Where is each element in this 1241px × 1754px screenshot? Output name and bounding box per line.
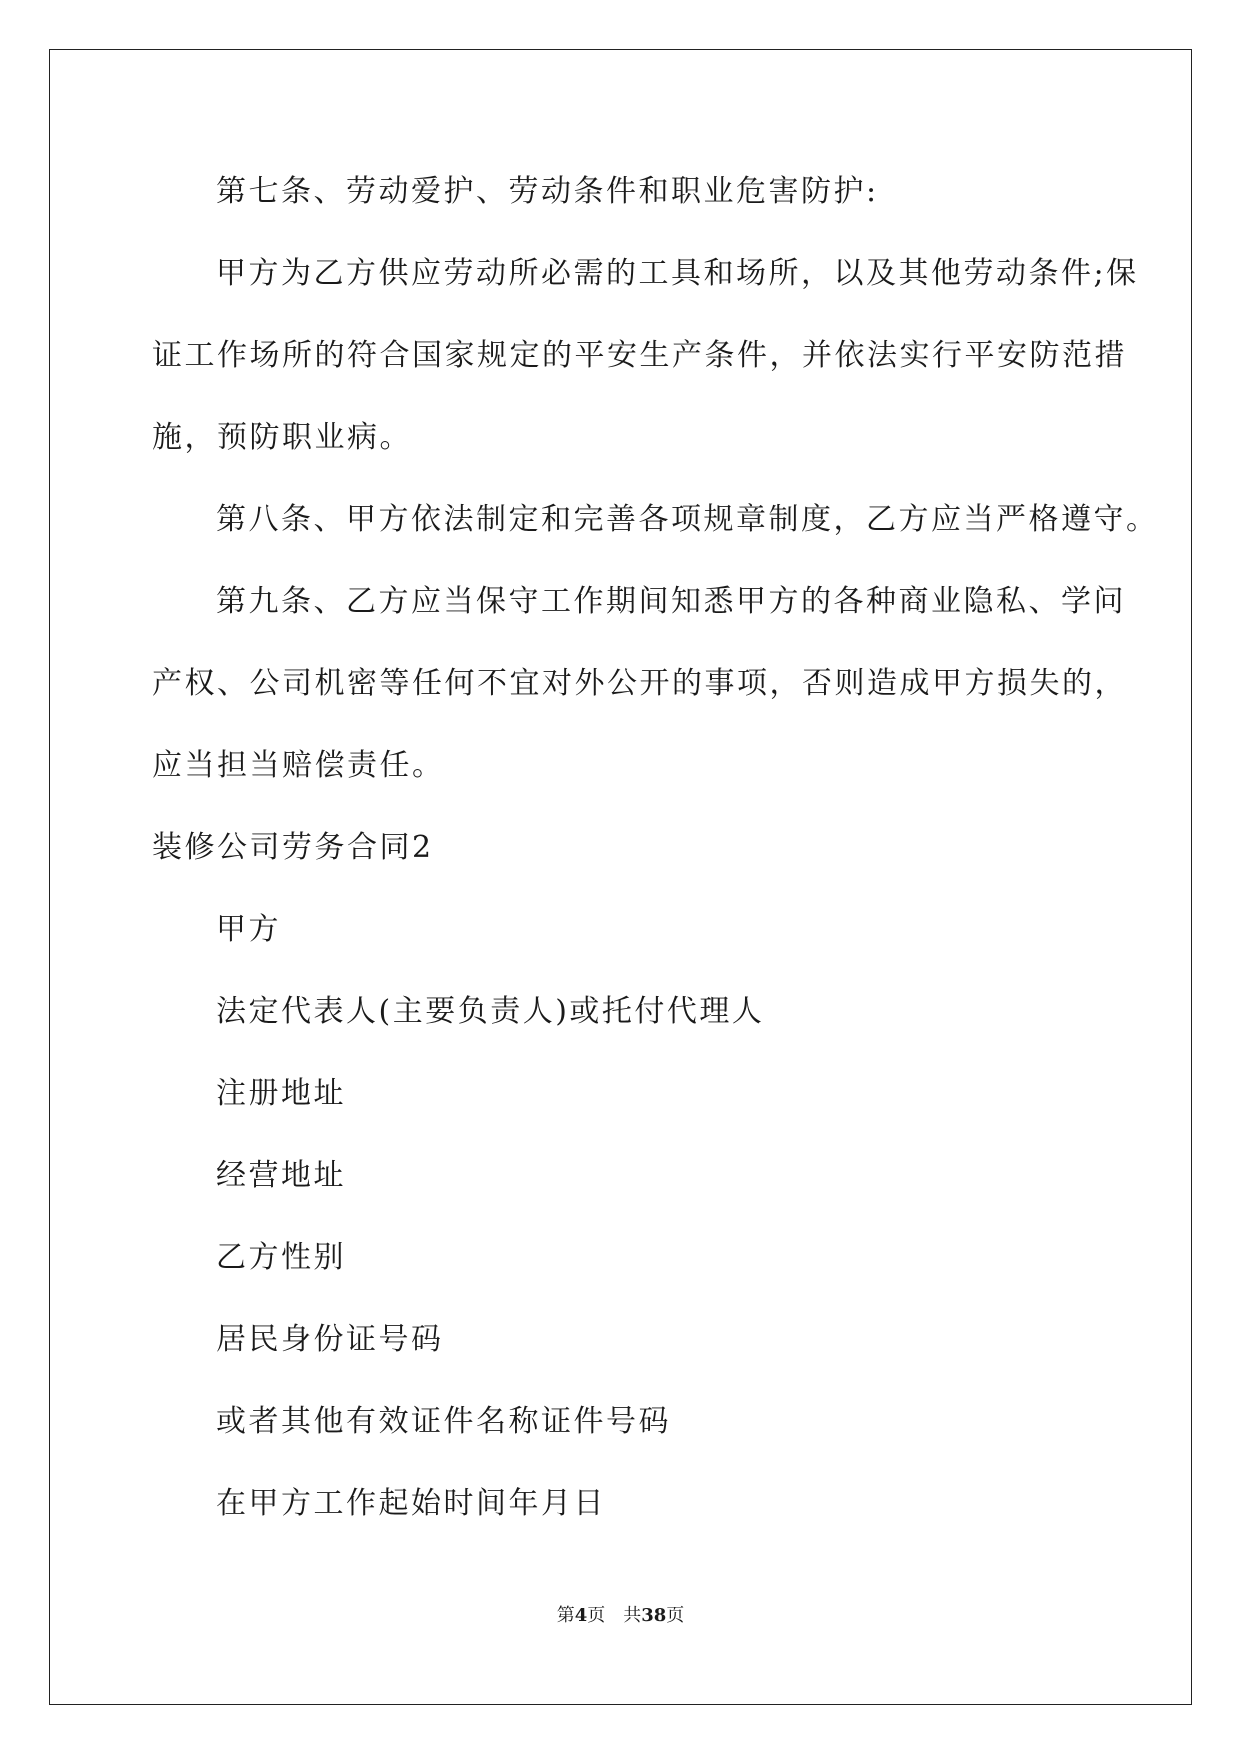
footer-page-prefix: 第 [556, 1605, 575, 1626]
field-party-b-gender: 乙方性别 [216, 1240, 346, 1275]
field-other-id: 或者其他有效证件名称证件号码 [216, 1404, 671, 1439]
paragraph-article-9-line-1: 第九条、乙方应当保守工作期间知悉甲方的各种商业隐私、学问 [216, 584, 1126, 619]
footer-total-pages: 38 [641, 1605, 667, 1626]
footer-total-prefix: 共 [623, 1605, 642, 1626]
field-legal-representative: 法定代表人(主要负责人)或托付代理人 [216, 994, 765, 1029]
paragraph-article-7-line-3: 施，预防职业病。 [152, 420, 412, 455]
paragraph-article-8: 第八条、甲方依法制定和完善各项规章制度，乙方应当严格遵守。 [216, 502, 1159, 537]
paragraph-article-9-line-2: 产权、公司机密等任何不宜对外公开的事项，否则造成甲方损失的， [152, 666, 1127, 701]
field-party-a: 甲方 [216, 912, 281, 947]
paragraph-article-7-line-2: 证工作场所的符合国家规定的平安生产条件，并依法实行平安防范措 [152, 338, 1127, 373]
page-footer [0, 1604, 1241, 1628]
footer-total-suffix: 页 [666, 1605, 685, 1626]
footer-page-suffix: 页 [587, 1605, 606, 1626]
page-border [49, 49, 1192, 1705]
paragraph-article-9-line-3: 应当担当赔偿责任。 [152, 748, 445, 783]
field-registered-address: 注册地址 [216, 1076, 346, 1111]
section-title: 装修公司劳务合同2 [152, 830, 434, 865]
footer-page-number: 4 [574, 1605, 588, 1626]
field-business-address: 经营地址 [216, 1158, 346, 1193]
paragraph-article-7-heading: 第七条、劳动爱护、劳动条件和职业危害防护: [216, 174, 879, 209]
paragraph-article-7-line-1: 甲方为乙方供应劳动所必需的工具和场所，以及其他劳动条件;保 [216, 256, 1139, 291]
field-start-date: 在甲方工作起始时间年月日 [216, 1486, 606, 1521]
field-id-number: 居民身份证号码 [216, 1322, 444, 1357]
